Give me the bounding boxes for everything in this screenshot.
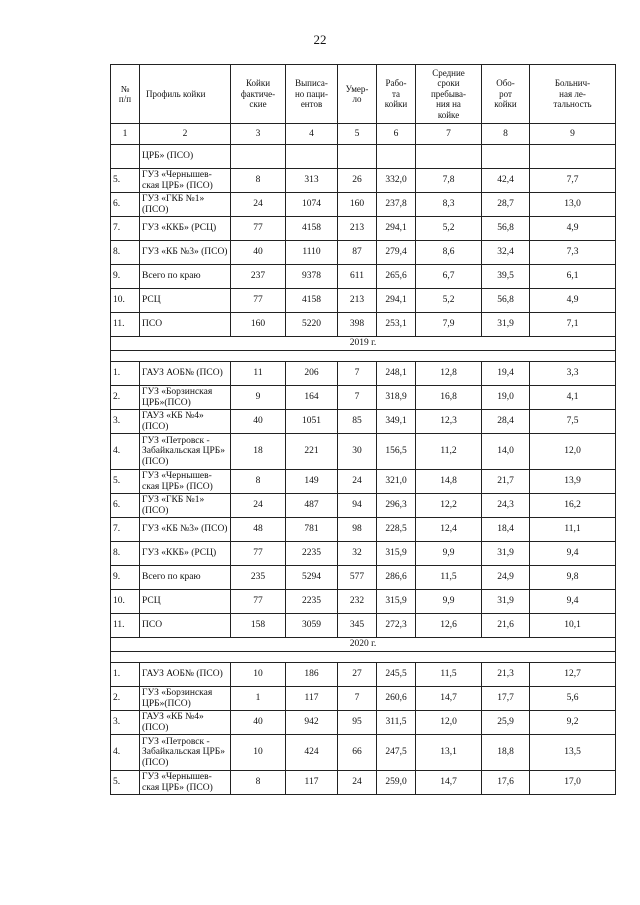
row-value: 611 (338, 265, 377, 289)
table-row (111, 542, 616, 566)
row-value: 9,2 (530, 711, 616, 735)
row-value: 9,4 (530, 590, 616, 614)
bed-profile: ГАУЗ «КБ №4» (ПСО) (140, 410, 231, 434)
row-value: 31,9 (482, 313, 530, 337)
row-value: 253,1 (377, 313, 416, 337)
row-value: 31,9 (482, 542, 530, 566)
table-row (111, 410, 616, 434)
row-value: 7 (338, 362, 377, 386)
row-value: 286,6 (377, 566, 416, 590)
row-value: 19,4 (482, 362, 530, 386)
row-value: 2235 (286, 542, 338, 566)
bed-profile: ГУЗ «ГКБ №1» (ПСО) (140, 193, 231, 217)
row-number: 1. (111, 663, 140, 687)
row-value: 42,4 (482, 169, 530, 193)
row-value: 311,5 (377, 711, 416, 735)
row-value: 13,0 (530, 193, 616, 217)
table-row (111, 386, 616, 410)
row-value: 4158 (286, 217, 338, 241)
table-row (111, 241, 616, 265)
row-value: 27 (338, 663, 377, 687)
row-value: 28,7 (482, 193, 530, 217)
table-row (111, 434, 616, 470)
row-value: 206 (286, 362, 338, 386)
table-row (111, 771, 616, 795)
row-number: 5. (111, 771, 140, 795)
row-value: 14,7 (416, 771, 482, 795)
row-number: 8. (111, 241, 140, 265)
row-value: 398 (338, 313, 377, 337)
row-value: 56,8 (482, 289, 530, 313)
row-value: 272,3 (377, 614, 416, 638)
row-value: 232 (338, 590, 377, 614)
row-value: 221 (286, 434, 338, 470)
year-row (111, 337, 616, 351)
row-value: 10,1 (530, 614, 616, 638)
bed-profile: ЦРБ» (ПСО) (140, 145, 231, 169)
year-label: 2019 г. (111, 337, 616, 351)
row-value: 26 (338, 169, 377, 193)
row-number: 2. (111, 687, 140, 711)
year-label: 2020 г. (111, 638, 616, 652)
bed-profile: ГУЗ «Борзинская ЦРБ»(ПСО) (140, 687, 231, 711)
row-value: 77 (231, 590, 286, 614)
row-value: 12,0 (530, 434, 616, 470)
bed-profile: Всего по краю (140, 265, 231, 289)
table-row (111, 289, 616, 313)
row-value: 5,2 (416, 289, 482, 313)
column-number: 8 (482, 124, 530, 145)
row-value: 10 (231, 663, 286, 687)
bed-profile: ГУЗ «Борзинская ЦРБ»(ПСО) (140, 386, 231, 410)
row-value (286, 145, 338, 169)
row-value: 98 (338, 518, 377, 542)
row-value: 313 (286, 169, 338, 193)
row-value: 11,2 (416, 434, 482, 470)
row-value: 77 (231, 542, 286, 566)
row-value: 781 (286, 518, 338, 542)
row-value: 21,7 (482, 470, 530, 494)
table-row (111, 193, 616, 217)
column-number: 2 (140, 124, 231, 145)
bed-profile: ГАУЗ АОБ№ (ПСО) (140, 362, 231, 386)
row-value: 487 (286, 494, 338, 518)
page-number: 22 (313, 32, 327, 47)
bed-profile: ГУЗ «ККБ» (РСЦ) (140, 542, 231, 566)
row-value: 942 (286, 711, 338, 735)
row-value: 18,8 (482, 735, 530, 771)
row-value: 245,5 (377, 663, 416, 687)
row-value: 10 (231, 735, 286, 771)
row-value: 318,9 (377, 386, 416, 410)
row-value: 4158 (286, 289, 338, 313)
row-value: 8 (231, 771, 286, 795)
row-value: 8,3 (416, 193, 482, 217)
row-value: 315,9 (377, 590, 416, 614)
row-value: 349,1 (377, 410, 416, 434)
row-value: 5,2 (416, 217, 482, 241)
row-value: 235 (231, 566, 286, 590)
row-number: 9. (111, 265, 140, 289)
row-number: 2. (111, 386, 140, 410)
row-value: 6,7 (416, 265, 482, 289)
row-value: 1110 (286, 241, 338, 265)
row-value: 24,9 (482, 566, 530, 590)
row-value: 7,1 (530, 313, 616, 337)
row-value: 13,1 (416, 735, 482, 771)
row-value: 14,0 (482, 434, 530, 470)
row-number: 3. (111, 410, 140, 434)
row-value: 28,4 (482, 410, 530, 434)
table-header (111, 65, 616, 124)
row-value: 149 (286, 470, 338, 494)
table-row (111, 711, 616, 735)
column-header: № п/п (111, 65, 140, 124)
row-value: 14,8 (416, 470, 482, 494)
table-row (111, 566, 616, 590)
row-value: 158 (231, 614, 286, 638)
row-value: 9 (231, 386, 286, 410)
table-row (111, 362, 616, 386)
spacer-cell (111, 652, 616, 663)
column-header: Средние сроки пребыва- ния на койке (416, 65, 482, 124)
row-value: 117 (286, 687, 338, 711)
table-row (111, 614, 616, 638)
bed-profile: ГАУЗ «КБ №4» (ПСО) (140, 711, 231, 735)
row-value: 11,1 (530, 518, 616, 542)
row-value: 164 (286, 386, 338, 410)
row-value: 8,6 (416, 241, 482, 265)
row-value: 247,5 (377, 735, 416, 771)
table-row (111, 590, 616, 614)
row-value: 7,7 (530, 169, 616, 193)
table-row (111, 145, 616, 169)
row-value: 8 (231, 169, 286, 193)
column-header: Койки фактиче- ские (231, 65, 286, 124)
row-value: 315,9 (377, 542, 416, 566)
row-value (338, 145, 377, 169)
column-header: Больнич- ная ле- тальность (530, 65, 616, 124)
row-value: 12,7 (530, 663, 616, 687)
column-header: Умер- ло (338, 65, 377, 124)
row-value (482, 145, 530, 169)
bed-profile: ПСО (140, 614, 231, 638)
row-value: 6,1 (530, 265, 616, 289)
row-value: 294,1 (377, 217, 416, 241)
column-number: 6 (377, 124, 416, 145)
bed-statistics-table (110, 64, 616, 795)
column-number: 4 (286, 124, 338, 145)
column-number: 5 (338, 124, 377, 145)
row-value: 237 (231, 265, 286, 289)
row-value: 17,6 (482, 771, 530, 795)
row-value: 5294 (286, 566, 338, 590)
row-number: 9. (111, 566, 140, 590)
row-value: 87 (338, 241, 377, 265)
column-number: 7 (416, 124, 482, 145)
table-row (111, 494, 616, 518)
row-value: 7,8 (416, 169, 482, 193)
bed-profile: ГУЗ «Чернышев-ская ЦРБ» (ПСО) (140, 771, 231, 795)
table-row (111, 518, 616, 542)
row-value: 265,6 (377, 265, 416, 289)
row-number: 7. (111, 518, 140, 542)
row-number: 6. (111, 494, 140, 518)
row-value: 577 (338, 566, 377, 590)
column-number: 1 (111, 124, 140, 145)
row-value: 13,9 (530, 470, 616, 494)
column-header: Рабо- та койки (377, 65, 416, 124)
row-value: 117 (286, 771, 338, 795)
row-value: 48 (231, 518, 286, 542)
bed-profile: ГУЗ «ККБ» (РСЦ) (140, 217, 231, 241)
row-value: 9378 (286, 265, 338, 289)
row-value: 9,9 (416, 590, 482, 614)
row-number: 6. (111, 193, 140, 217)
row-value: 160 (231, 313, 286, 337)
bed-profile: РСЦ (140, 289, 231, 313)
row-value: 345 (338, 614, 377, 638)
bed-profile: Всего по краю (140, 566, 231, 590)
row-value: 24,3 (482, 494, 530, 518)
row-value: 77 (231, 217, 286, 241)
spacer-cell (111, 351, 616, 362)
row-value: 25,9 (482, 711, 530, 735)
row-value: 30 (338, 434, 377, 470)
table-row (111, 217, 616, 241)
row-value: 7 (338, 687, 377, 711)
column-number-row (111, 124, 616, 145)
row-value: 213 (338, 217, 377, 241)
row-number: 3. (111, 711, 140, 735)
row-number: 10. (111, 590, 140, 614)
row-value: 66 (338, 735, 377, 771)
row-value: 31,9 (482, 590, 530, 614)
row-value: 12,4 (416, 518, 482, 542)
row-value: 16,8 (416, 386, 482, 410)
bed-profile: ГУЗ «Чернышев-ская ЦРБ» (ПСО) (140, 470, 231, 494)
table-row (111, 470, 616, 494)
row-value: 1 (231, 687, 286, 711)
row-value: 228,5 (377, 518, 416, 542)
row-value: 294,1 (377, 289, 416, 313)
row-value: 18 (231, 434, 286, 470)
row-number: 4. (111, 735, 140, 771)
row-value (416, 145, 482, 169)
column-header: Обо- рот койки (482, 65, 530, 124)
row-value: 9,9 (416, 542, 482, 566)
column-number: 9 (530, 124, 616, 145)
column-number: 3 (231, 124, 286, 145)
row-value: 11 (231, 362, 286, 386)
row-value: 24 (338, 771, 377, 795)
row-value: 7 (338, 386, 377, 410)
row-value: 248,1 (377, 362, 416, 386)
row-value: 40 (231, 711, 286, 735)
bed-profile: ГУЗ «Чернышев-ская ЦРБ» (ПСО) (140, 169, 231, 193)
row-value (231, 145, 286, 169)
row-value: 21,3 (482, 663, 530, 687)
row-number: 7. (111, 217, 140, 241)
row-number: 8. (111, 542, 140, 566)
table-row (111, 313, 616, 337)
row-value: 18,4 (482, 518, 530, 542)
row-value: 24 (231, 494, 286, 518)
row-value: 7,3 (530, 241, 616, 265)
row-value: 2235 (286, 590, 338, 614)
row-value: 95 (338, 711, 377, 735)
table-row (111, 687, 616, 711)
row-value: 21,6 (482, 614, 530, 638)
bed-profile: РСЦ (140, 590, 231, 614)
row-value: 279,4 (377, 241, 416, 265)
row-value: 32,4 (482, 241, 530, 265)
row-value: 160 (338, 193, 377, 217)
row-value: 13,5 (530, 735, 616, 771)
row-value: 186 (286, 663, 338, 687)
row-value: 4,1 (530, 386, 616, 410)
row-value: 56,8 (482, 217, 530, 241)
bed-profile: ПСО (140, 313, 231, 337)
row-value: 213 (338, 289, 377, 313)
row-number (111, 145, 140, 169)
bed-profile: ГУЗ «Петровск - Забайкальская ЦРБ» (ПСО) (140, 735, 231, 771)
row-value: 7,9 (416, 313, 482, 337)
row-value: 24 (231, 193, 286, 217)
row-value: 39,5 (482, 265, 530, 289)
row-value: 14,7 (416, 687, 482, 711)
row-number: 11. (111, 614, 140, 638)
row-value (530, 145, 616, 169)
row-value: 1051 (286, 410, 338, 434)
bed-profile: ГУЗ «КБ №3» (ПСО) (140, 518, 231, 542)
bed-profile: ГАУЗ АОБ№ (ПСО) (140, 663, 231, 687)
row-value: 9,4 (530, 542, 616, 566)
row-number: 5. (111, 169, 140, 193)
year-row (111, 638, 616, 652)
row-value: 11,5 (416, 566, 482, 590)
row-value: 3,3 (530, 362, 616, 386)
bed-profile: ГУЗ «КБ №3» (ПСО) (140, 241, 231, 265)
row-value: 12,3 (416, 410, 482, 434)
row-value: 12,8 (416, 362, 482, 386)
table-row (111, 169, 616, 193)
row-value: 321,0 (377, 470, 416, 494)
column-header: Выписа- но паци- ентов (286, 65, 338, 124)
row-value: 1074 (286, 193, 338, 217)
row-number: 1. (111, 362, 140, 386)
row-value: 85 (338, 410, 377, 434)
row-value: 260,6 (377, 687, 416, 711)
column-header: Профиль койки (140, 65, 231, 124)
row-value: 40 (231, 410, 286, 434)
row-value: 17,0 (530, 771, 616, 795)
row-value: 296,3 (377, 494, 416, 518)
row-value: 17,7 (482, 687, 530, 711)
table-row (111, 735, 616, 771)
row-value: 77 (231, 289, 286, 313)
row-number: 5. (111, 470, 140, 494)
row-value: 11,5 (416, 663, 482, 687)
row-value: 259,0 (377, 771, 416, 795)
row-value (377, 145, 416, 169)
row-value: 156,5 (377, 434, 416, 470)
row-value: 12,2 (416, 494, 482, 518)
row-value: 5,6 (530, 687, 616, 711)
bed-profile: ГУЗ «ГКБ №1» (ПСО) (140, 494, 231, 518)
spacer-row (111, 351, 616, 362)
table-row (111, 663, 616, 687)
row-value: 12,6 (416, 614, 482, 638)
row-value: 332,0 (377, 169, 416, 193)
row-value: 3059 (286, 614, 338, 638)
row-number: 11. (111, 313, 140, 337)
row-value: 12,0 (416, 711, 482, 735)
row-value: 19,0 (482, 386, 530, 410)
row-value: 5220 (286, 313, 338, 337)
row-value: 24 (338, 470, 377, 494)
row-value: 4,9 (530, 217, 616, 241)
row-value: 94 (338, 494, 377, 518)
row-value: 40 (231, 241, 286, 265)
row-number: 4. (111, 434, 140, 470)
row-value: 237,8 (377, 193, 416, 217)
row-value: 32 (338, 542, 377, 566)
row-value: 16,2 (530, 494, 616, 518)
table-body (111, 124, 616, 795)
row-value: 8 (231, 470, 286, 494)
row-value: 7,5 (530, 410, 616, 434)
row-value: 9,8 (530, 566, 616, 590)
row-value: 4,9 (530, 289, 616, 313)
row-value: 424 (286, 735, 338, 771)
table-row (111, 265, 616, 289)
row-number: 10. (111, 289, 140, 313)
spacer-row (111, 652, 616, 663)
bed-profile: ГУЗ «Петровск - Забайкальская ЦРБ» (ПСО) (140, 434, 231, 470)
header-row (111, 65, 616, 124)
